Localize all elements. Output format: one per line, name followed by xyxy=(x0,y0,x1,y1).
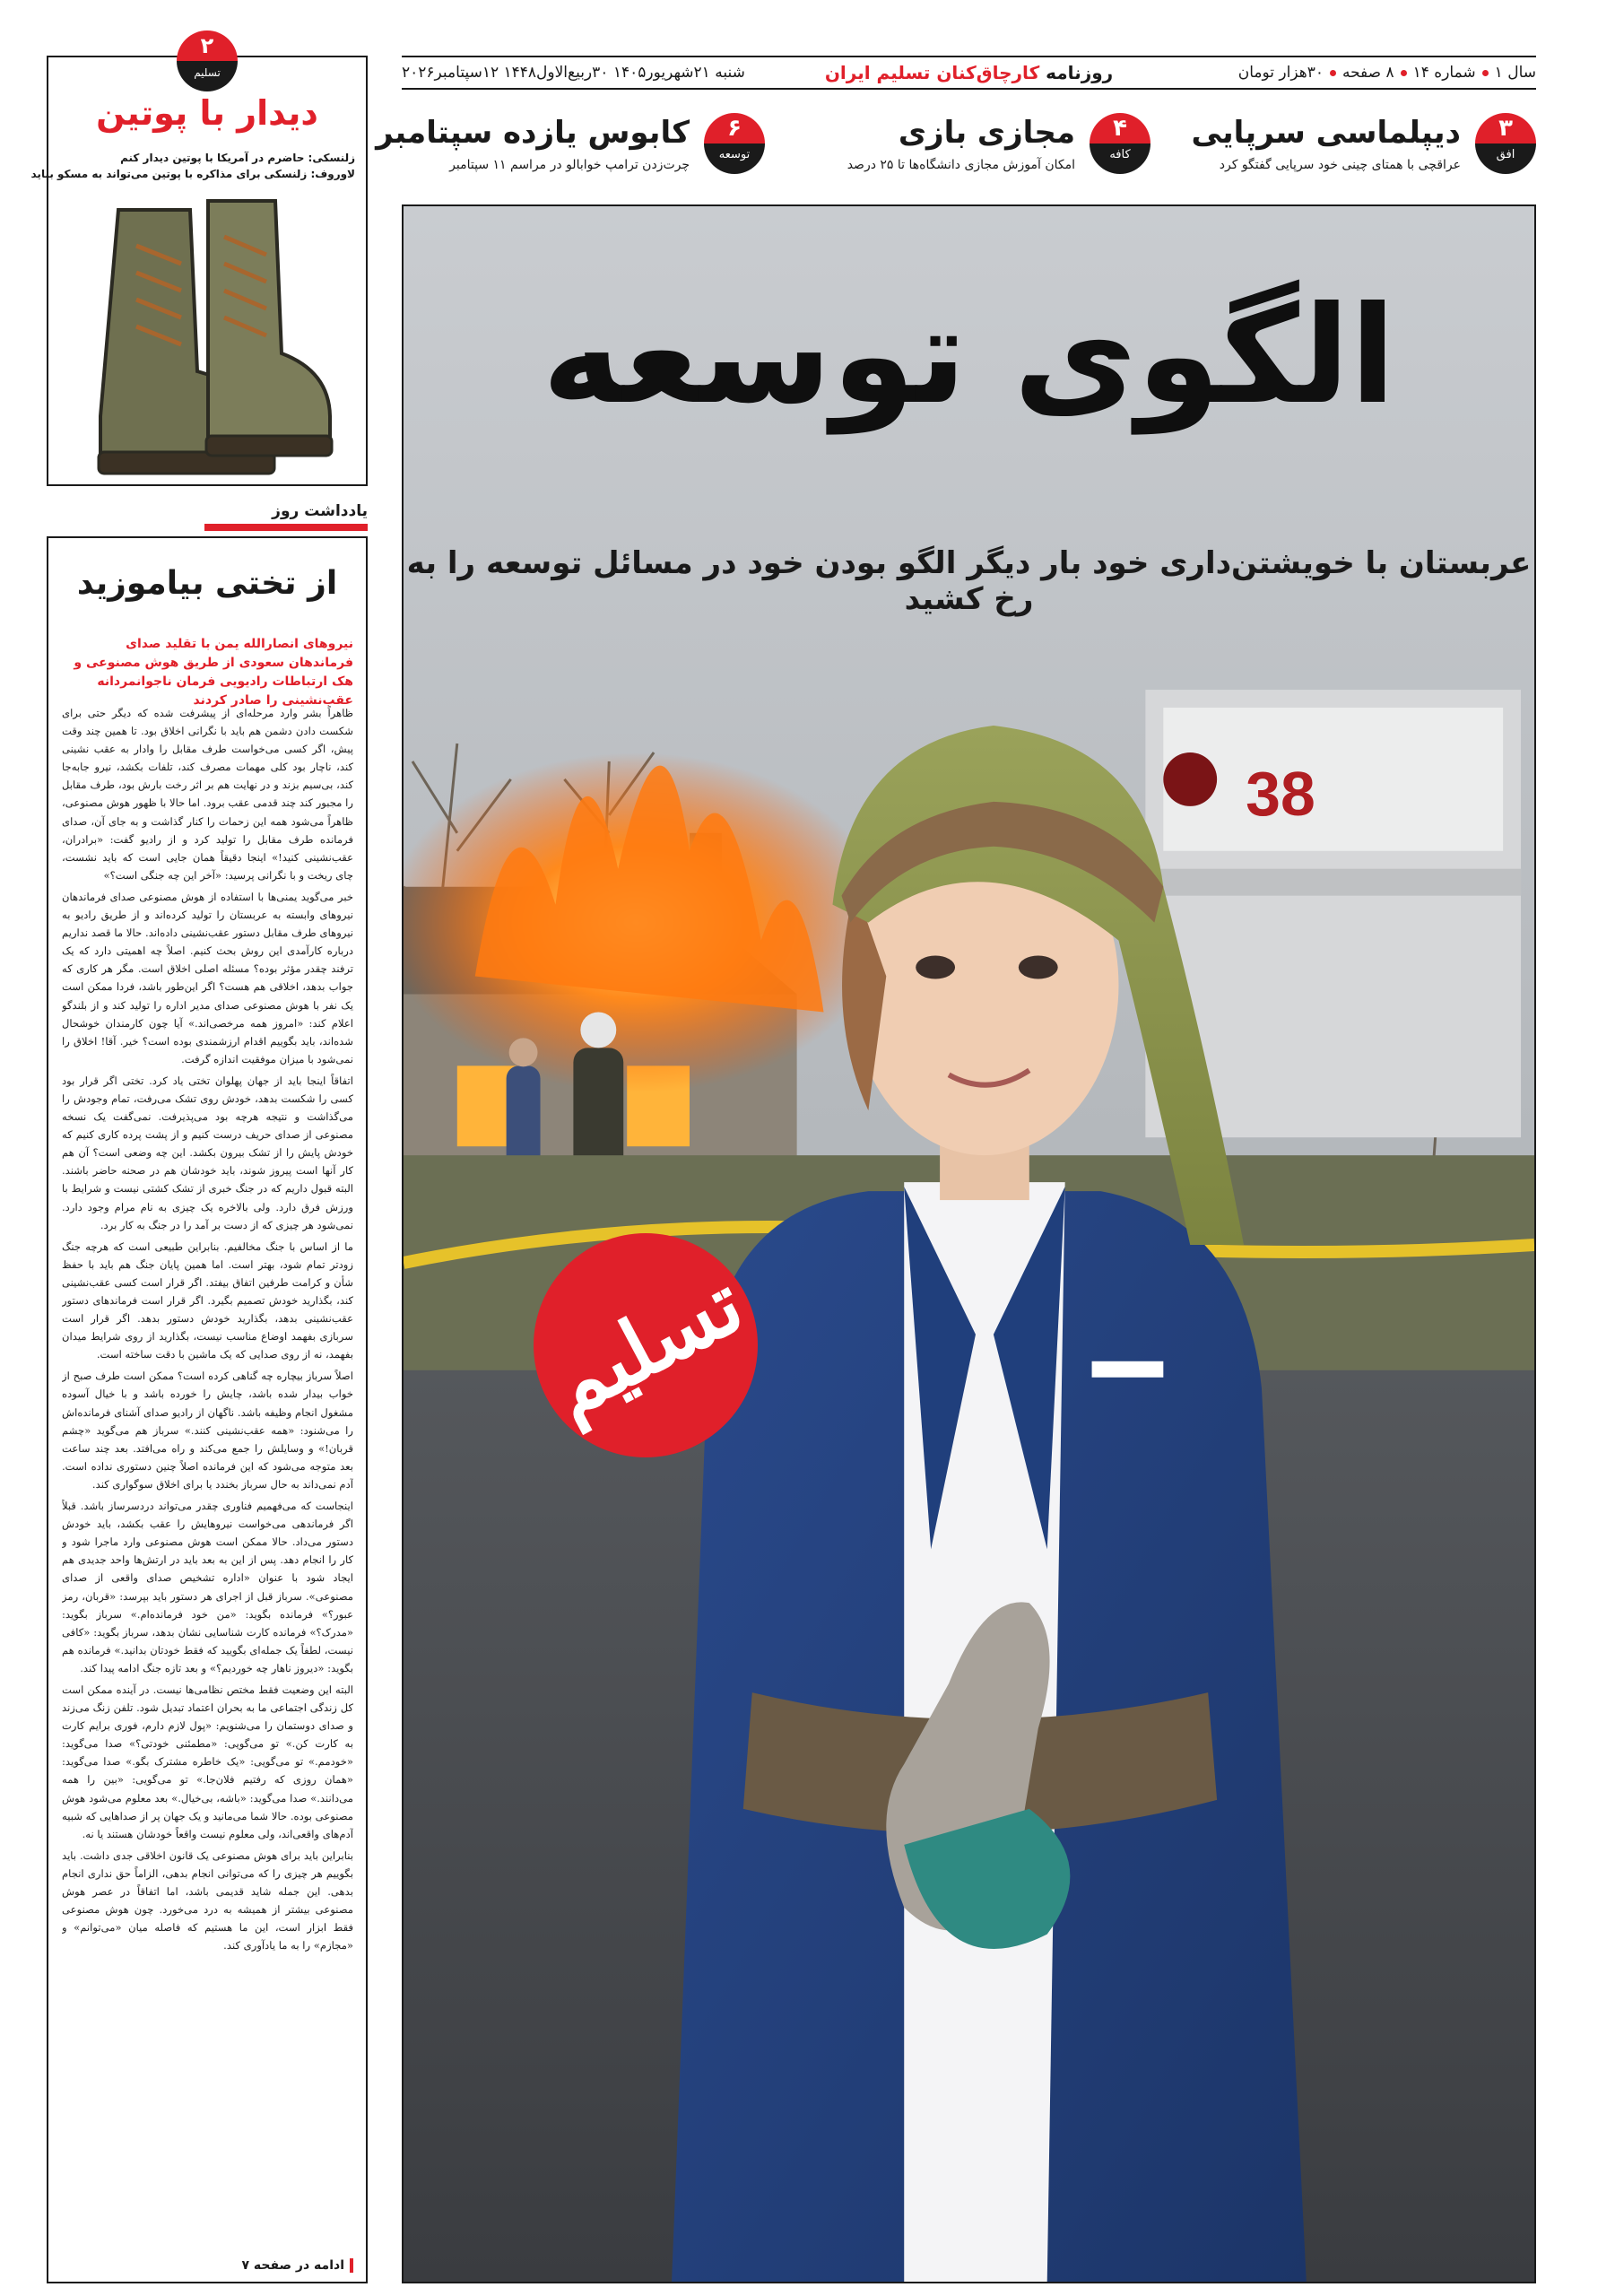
section-name: توسعه xyxy=(718,148,751,161)
page-count: ۸ صفحه xyxy=(1341,64,1394,82)
teaser-subtitle: عراقچی با همتای چینی خود سرپایی گفتگو کرد xyxy=(1219,158,1461,172)
page-number: ۴ xyxy=(1113,115,1127,142)
page-number: ۲ xyxy=(200,33,214,58)
note-of-the-day xyxy=(47,536,368,2283)
section-name: تسلیم xyxy=(194,66,221,79)
continued-link[interactable]: ادامه در صفحه ۷ xyxy=(241,2258,353,2273)
section-name: کافه xyxy=(1109,148,1131,161)
page-badge xyxy=(1475,113,1536,174)
page-badge xyxy=(1090,113,1150,174)
note-paragraph: اتفاقاً اینجا باید از جهان پهلوان تختی یاد کرد. تختی اگر قرار بود کسی را شکست بدهد، خودش روی تشک می‌رفت، تمام وجودش را می‌گذاشت و نتیجه هرچه بود می‌پذیرفت. نمی‌گفت یک نسخه مصنوعی از صدای حریف درست کنیم و از پشت پرده کاری کنیم که خودش پایش را از تشک بیرون بکشد. این چه وضعی است؟ آن هم کار آنها است پیروز شوند، باید خودشان هم در صحنه حاضر باشند. البته قبول داریم که در جنگ خبری از تشک کشتی نیست و شرایط با ورزش فرق دارد. ولی بالاخره یک چیزی به نام مرام وجود دارد. نمی‌شود هر چیزی که از دست بر آمد را در جنگ به کار برد. xyxy=(62,1074,353,1231)
separator-dot xyxy=(1330,70,1336,76)
issue-info xyxy=(1238,64,1536,82)
putin-teaser-box[interactable] xyxy=(30,33,368,486)
note-paragraph: ظاهراً بشر وارد مرحله‌ای از پیشرفت شده که دیگر حتی برای شکست دادن دشمن هم باید با نگرانی اخلاق بود. تا همین چند وقت پیش، اگر کسی می‌خواست طرف مقابل را وادار به عقب نشینی کند، ناچار بود کلی مهمات مصرف کند، تلفات بکشد، نیرو جابه‌جا کند، بی‌سیم بزند و در نهایت هم بر اثر رخت بارش بود، طرف مقابل را مجبور کند چند قدمی عقب برود. اما حالا با ظهور هوش مصنوعی، ظاهراً می‌شود همه این زحمات را کنار گذاشت و به جای آن، صدای فرمانده طرف مقابل را تولید کرد و از رادیو گفت: «برادران، عقب‌نشینی کنید!» اینجا دقیقاً همان جایی است که باید نشست، چای ریخت و با نگرانی پرسید: «آخر این چه جنگی است؟» xyxy=(62,707,353,882)
main-subhead: عربستان با خویشتن‌داری خود بار دیگر الگو بودن خود در مسائل توسعه را به رخ کشید xyxy=(406,545,1532,617)
section-label: یادداشت روز xyxy=(272,502,368,520)
teaser-subtitle: امکان آموزش مجازی دانشگاه‌ها تا ۲۵ درصد xyxy=(847,158,1075,172)
note-paragraph: ما از اساس با جنگ مخالفیم. بنابراین طبیعی است که هرچه جنگ زودتر تمام شود، بهتر است. اما همین پایان جنگ هم باید با حفظ شأن و کرامت طرفین اتفاق بیفتد. اگر قرار است کسی عقب‌نشینی کند، بگذارید خودش تصمیم بگیرد. اگر قرار است فرماندهای دستور عقب‌نشینی بدهد، بگذارید خودش دستور بدهد. اگر قرار است سربازی بفهمد اوضاع مناسب نیست، بگذارید از روی شرایط میدان بفهمد، نه از روی صدایی که یک ماشین با دقت ساخته است. xyxy=(62,1239,353,1361)
teaser-title: کابوس یازده سپتامبر xyxy=(376,115,690,151)
stamp-text: تسلیم xyxy=(533,1255,759,1436)
issue-number: شماره ۱۴ xyxy=(1412,64,1476,82)
teaser-subtitle: چرت‌زدن ترامپ خوابالو در مراسم ۱۱ سپتامبر xyxy=(449,158,690,172)
putin-line-2: لاوروف: زلنسکی برای مذاکره با پوتین می‌تواند به مسکو بیاید xyxy=(30,168,355,180)
issue-price: ۳۰هزار تومان xyxy=(1237,64,1324,82)
issue-year: سال ۱ xyxy=(1494,64,1536,82)
putin-title: دیدار با پوتین xyxy=(96,93,318,133)
truck-number: 38 xyxy=(1246,758,1315,829)
separator-dot xyxy=(1482,70,1489,76)
newspaper-name-main: کارچاق‌کنان تسلیم ایران xyxy=(824,62,1040,83)
hero-image xyxy=(404,206,1534,2282)
boot-right xyxy=(206,201,332,456)
surrender-stamp xyxy=(534,1233,758,1457)
note-lead: نیروهای انصارالله یمن با تقلید صدای فرماندهان سعودی از طریق هوش مصنوعی و هک ارتباطات رادیویی فرمان ناجوانمردانه عقب‌نشینی را صادر کردند xyxy=(74,637,353,708)
note-paragraph: خبر می‌گوید یمنی‌ها با استفاده از هوش مصنوعی صدای فرماندهان نیروهای وابسته به عربستان را تولید کرده‌اند و از طریق رادیو به نیروهای طرف مقابل دستور عقب‌نشینی داده‌اند. حالا ما قصد نداریم درباره کارآمدی این روش بحث کنیم. اصلاً چه اهمیتی دارد که یک ترفند چقدر مؤثر بوده؟ مسئله اصلی اخلاق است. مگر هر کاری که جواب بدهد، اخلاقی هم هست؟ اگر این‌طور باشد، فردا ممکن است یک نفر با هوش مصنوعی صدای مدیر اداره را تولید کند و از بلندگو اعلام کند: «امروز همه مرخصی‌اند.» آیا چون کارمندان خوشحال شده‌اند، باید بگوییم اقدام ارزشمندی بوده است؟ خیر. آقا! اخلاق را نمی‌شود با میزان موفقیت اندازه گرفت. xyxy=(62,890,353,1065)
boots-illustration xyxy=(82,192,334,479)
page-number: ۳ xyxy=(1498,115,1513,142)
note-body xyxy=(62,704,353,2220)
page-number: ۶ xyxy=(727,115,742,142)
newspaper-name xyxy=(825,62,1113,83)
section-accent-rule xyxy=(204,524,368,531)
note-paragraph: البته این وضعیت فقط مختص نظامی‌ها نیست. در آینده ممکن است کل زندگی اجتماعی ما به بحران اعتماد تبدیل شود. تلفن زنگ می‌زند و صدای دوستمان را می‌شنویم: «پول لازم دارم، فوری برایم کارت به کارت کن.» تو می‌گویی: «مطمئنی خودتی؟» صدا می‌گوید: «خودمم.» تو می‌گویی: «یک خاطره مشترک بگو.» صدا می‌گوید: «همان روزی که رفتیم فلان‌جا.» تو می‌گویی: «بین را همه می‌دانند.» صدا می‌گوید: «باشه، بی‌خیال.» بعد معلوم می‌شود هوش مصنوعی بوده. حالا شما می‌مانید و یک جهان پر از صداهایی که شبیه آدم‌های واقعی‌اند، ولی معلوم نیست واقعاً خودشان هستند یا نه. xyxy=(62,1683,353,1840)
teaser-bar xyxy=(376,99,1536,188)
newspaper-name-prefix: روزنامه xyxy=(1046,62,1114,83)
teaser-title: مجازی بازی xyxy=(898,115,1075,151)
teaser-title: دیپلماسی سرپایی xyxy=(1191,115,1461,151)
note-paragraph: اصلاً سرباز بیچاره چه گناهی کرده است؟ ممکن است طرف صبح از خواب بیدار شده باشد، چایش را خورده باشد و با خیال آسوده مشغول انجام وظیفه باشد. ناگهان از رادیو صدای آشنای فرمانده‌اش را می‌شنود: «همه عقب‌نشینی کنند.» سرباز هم می‌گوید «چشم قربان!» و وسایلش را جمع می‌کند و راه می‌افتد. بعد چند ساعت بعد متوجه می‌شود که این فرمانده اصلاً چنین دستوری نداده است. آدم نمی‌داند به حال سرباز بخندد یا برای اخلاق سوگواری کند. xyxy=(62,1370,353,1491)
page-badge xyxy=(704,113,765,174)
note-paragraph: بنابراین باید برای هوش مصنوعی یک قانون اخلاقی جدی داشت. باید بگوییم هر چیزی را که می‌توانی انجام بدهی، الزاماً حق نداری انجام بدهی. این جمله شاید قدیمی باشد، اما اتفاقاً در عصر هوش مصنوعی بیشتر از همیشه به درد می‌خورد. چون هوش مصنوعی فقط ابزار است، این ما هستیم که فاصله میان «می‌توانم» و «مجازم» را به ما یادآوری کند. xyxy=(62,1848,353,1952)
putin-line-1: زلنسکی: حاضرم در آمریکا با پوتین دیدار کنم xyxy=(120,152,355,164)
note-paragraph: اینجاست که می‌فهمیم فناوری چقدر می‌تواند دردسرساز باشد. قبلاً اگر فرماندهی می‌خواست نیروهایش را عقب بکشد، باید خودش دستور می‌داد. حالا ممکن است هوش مصنوعی وارد ماجرا شود و کار را انجام دهد. پس از این به بعد باید در ارتش‌ها واحد جدیدی هم ایجاد شود با عنوان «اداره تشخیص صدای واقعی از صدای مصنوعی». سرباز قبل از اجرای هر دستور باید بپرسد: «قربان، رمز عبور؟» فرمانده بگوید: «من خود فرمانده‌ام.» سرباز بگوید: «مدرک؟» فرمانده کارت شناسایی نشان بدهد، سرباز بگوید: «کافی نیست، لطفاً یک جمله‌ای بگویید که فقط خودتان بدانید.» فرمانده هم بگوید: «دیروز ناهار چه خوردیم؟» و بعد تازه جنگ ادامه پیدا کند. xyxy=(62,1500,353,1674)
issue-date: شنبه ۲۱شهریور۱۴۰۵ ۳۰ربیع‌الاول۱۴۴۸ ۱۲سپتامبر۲۰۲۶ xyxy=(402,64,745,82)
main-headline: الگوی توسعه xyxy=(542,278,1396,434)
page-badge xyxy=(177,30,238,91)
note-title: از تختی بیاموزید xyxy=(76,565,338,602)
separator-dot xyxy=(1401,70,1407,76)
teaser-september[interactable] xyxy=(376,99,765,188)
teaser-diplomacy[interactable] xyxy=(1168,99,1536,188)
masthead xyxy=(402,56,1536,90)
teaser-virtual[interactable] xyxy=(783,99,1150,188)
section-name: افق xyxy=(1496,148,1515,161)
hero-photo[interactable] xyxy=(402,204,1536,2283)
